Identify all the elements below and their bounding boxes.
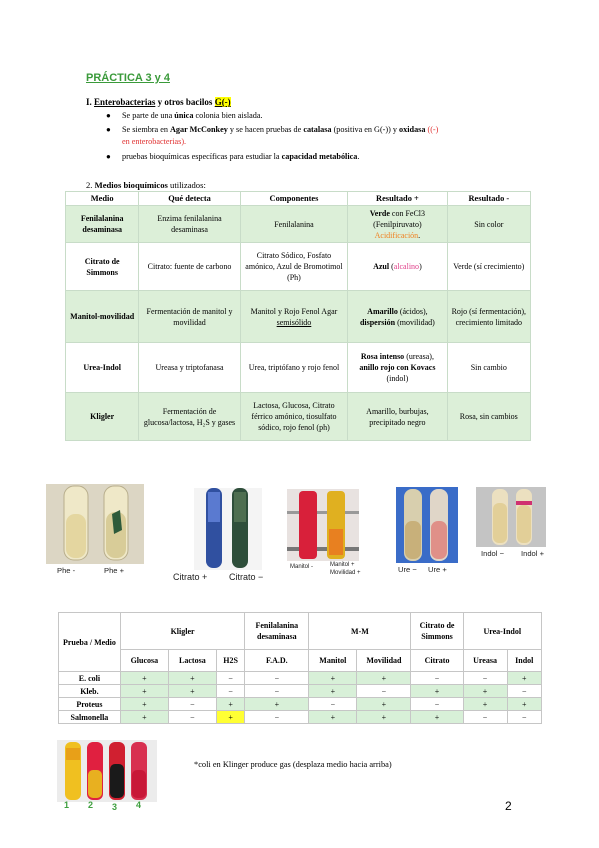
caption-citrato-pos: Citrato +: [173, 572, 208, 582]
result-cell: +: [463, 698, 507, 711]
caption-citrato-neg: Citrato −: [229, 572, 264, 582]
cell-detecta: Citrato: fuente de carbono: [139, 243, 240, 291]
result-cell: −: [245, 685, 309, 698]
cell-resultado-pos: [348, 291, 447, 343]
cell-resultado-neg: Sin cambio: [447, 343, 530, 393]
result-cell: −: [357, 685, 411, 698]
bullet-2-c: y se hacen pruebas de: [227, 125, 304, 134]
cell-componentes: [240, 291, 347, 343]
result-cell: −: [411, 698, 463, 711]
col-medio: Medio: [66, 192, 139, 206]
section1-heading: [86, 97, 231, 107]
results-table: [58, 612, 542, 724]
page-number: 2: [505, 799, 512, 813]
table-row: [66, 393, 531, 441]
result-cell: +: [216, 698, 244, 711]
col-componentes: Componentes: [240, 192, 347, 206]
table-row: [66, 206, 531, 243]
cell-medio: Urea-Indol: [66, 343, 139, 393]
text-indol: (indol): [386, 374, 409, 383]
result-cell: +: [357, 672, 411, 685]
text-verde: Verde: [369, 208, 390, 218]
roman-numeral: I.: [86, 97, 92, 107]
result-cell: +: [245, 698, 309, 711]
cell-resultado-neg: Sin color: [447, 206, 530, 243]
table-row: [66, 291, 531, 343]
cell-resultado-pos: Amarillo, burbujas, precipitado negro: [348, 393, 447, 441]
col-citrato: Citrato de Simmons: [411, 613, 463, 650]
col-h2s: H2S: [216, 650, 244, 672]
organism-name: Proteus: [59, 698, 121, 711]
result-cell: +: [120, 711, 168, 724]
cell-detecta: Enzima fenilalanina desaminasa: [139, 206, 240, 243]
text-amarillo: Amarillo: [367, 306, 398, 316]
col-citrato-short: Citrato: [411, 650, 463, 672]
organism-name: Kleb.: [59, 685, 121, 698]
result-cell: −: [411, 672, 463, 685]
result-cell: −: [168, 698, 216, 711]
result-cell: +: [411, 685, 463, 698]
cell-medio: Fenilalanina desaminasa: [66, 206, 139, 243]
text-paren-close: ): [419, 262, 422, 271]
cell-componentes: Urea, triptófano y rojo fenol: [240, 343, 347, 393]
tube-number-1: 1: [64, 800, 70, 810]
result-cell: +: [168, 685, 216, 698]
text-period: .: [418, 230, 421, 240]
bullet-3: [106, 151, 360, 163]
col-glucosa: Glucosa: [120, 650, 168, 672]
result-cell: +: [309, 711, 357, 724]
caption-indol-pos: Indol +: [521, 549, 545, 558]
results-header-2: [59, 650, 542, 672]
section2-medios: Medios bioquímicos: [94, 180, 168, 190]
table-row: [59, 685, 542, 698]
tube-number-2: 2: [88, 800, 94, 810]
organism-name: Salmonella: [59, 711, 121, 724]
cell-componentes: Fenilalanina: [240, 206, 347, 243]
col-manitol: Manitol: [309, 650, 357, 672]
text-ureasa: (ureasa),: [404, 352, 434, 361]
cell-detecta: Ureasa y triptofanasa: [139, 343, 240, 393]
page-title: PRÁCTICA 3 y 4: [86, 72, 170, 84]
result-cell: −: [216, 685, 244, 698]
organism-name: E. coli: [59, 672, 121, 685]
col-urea-indol: Urea-Indol: [463, 613, 541, 650]
bullet-3-a: pruebas bioquímicas específicas para estudiar la: [122, 152, 282, 161]
section2-rest: utilizados:: [167, 180, 206, 190]
bullet-3-b: capacidad metabólica: [281, 152, 358, 161]
text-alcalino: alcalino: [393, 262, 420, 271]
phe-tubes-photo: [46, 484, 144, 564]
col-lactosa: Lactosa: [168, 650, 216, 672]
enterobacterias-text: Enterobacterias: [94, 97, 156, 107]
result-cell: −: [507, 711, 541, 724]
table-row: [59, 672, 542, 685]
bullet-1-c: colonia bien aislada.: [193, 111, 263, 120]
bullet-1-b: única: [174, 111, 194, 120]
cell-detecta: Fermentación de glucosa/lactosa, H₂S y gases: [139, 393, 240, 441]
bullet-dot-icon: ●: [106, 152, 111, 161]
bullet-dot-icon: ●: [106, 125, 111, 134]
media-table-header: [66, 192, 531, 206]
results-body: [59, 672, 542, 724]
cell-resultado-neg: Rojo (sí fermentación), crecimiento limitado: [447, 291, 530, 343]
bullet-2: [106, 124, 522, 148]
col-movilidad: Movilidad: [357, 650, 411, 672]
otros-bacilos-text: y otros bacilos: [155, 97, 215, 107]
result-cell: +: [309, 685, 357, 698]
col-ureasa: Ureasa: [463, 650, 507, 672]
result-cell: −: [463, 711, 507, 724]
result-cell: −: [216, 672, 244, 685]
text-manitol: Manitol y Rojo Fenol Agar: [250, 306, 338, 316]
bullet-1: [106, 110, 263, 122]
urea-tubes-photo: [396, 487, 458, 563]
result-cell: +: [357, 698, 411, 711]
bullet-2-h: en enterobacterias).: [122, 137, 187, 146]
caption-movilidad-pos: Movilidad +: [330, 570, 361, 576]
result-cell: −: [245, 711, 309, 724]
cell-componentes: Citrato Sódico, Fosfato amónico, Azul de Bromotimol (Ph): [240, 243, 347, 291]
table-row: [59, 711, 542, 724]
table-row: [59, 698, 542, 711]
caption-manitol-neg: Manitol -: [290, 564, 314, 570]
result-cell: −: [507, 685, 541, 698]
bullet-2-f: oxidasa: [399, 125, 426, 134]
caption-ure-neg: Ure −: [398, 565, 417, 574]
text-acidificacion: Acidificación: [374, 230, 419, 240]
text-paren: (: [389, 262, 394, 271]
gram-negative-text: G(-): [214, 97, 231, 107]
cell-resultado-neg: Verde (sí crecimiento): [447, 243, 530, 291]
text-anillo: anillo rojo con Kovacs: [359, 363, 436, 372]
text-semisolido: semisólido: [276, 317, 312, 327]
bullet-2-e: (positiva en G(-)) y: [331, 125, 400, 134]
bullet-3-c: .: [357, 152, 360, 161]
result-cell: +: [216, 711, 244, 724]
result-cell: −: [168, 711, 216, 724]
cell-resultado-pos: [348, 206, 447, 243]
result-cell: −: [245, 672, 309, 685]
caption-indol-neg: Indol −: [481, 549, 505, 558]
cell-medio: Citrato de Simmons: [66, 243, 139, 291]
citrato-tubes-photo: [194, 488, 262, 570]
result-cell: +: [507, 672, 541, 685]
result-cell: +: [120, 698, 168, 711]
text-acidos: (ácidos),: [397, 306, 428, 316]
col-prueba: Prueba / Medio: [59, 613, 121, 672]
indol-tubes-photo: [476, 487, 546, 547]
col-fad-short: F.A.D.: [245, 650, 309, 672]
media-table: [65, 191, 531, 441]
caption-ure-pos: Ure +: [428, 565, 447, 574]
bullet-1-a: Se parte de una: [122, 111, 175, 120]
text-fecl3: con FeCl3 (Fenilpiruvato): [373, 208, 426, 229]
text-azul: Azul: [373, 262, 390, 271]
cell-resultado-pos: [348, 243, 447, 291]
table-row: [66, 243, 531, 291]
manitol-tubes-photo: [287, 489, 359, 561]
col-indol: Indol: [507, 650, 541, 672]
bullet-2-b: Agar McConkey: [169, 125, 228, 134]
tube-number-3: 3: [112, 802, 118, 812]
col-resultado-pos: Resultado +: [348, 192, 447, 206]
result-cell: +: [309, 672, 357, 685]
result-cell: +: [168, 672, 216, 685]
result-cell: +: [120, 685, 168, 698]
result-cell: +: [357, 711, 411, 724]
caption-phe-neg: Phe -: [57, 566, 76, 575]
text-rosa: Rosa intenso: [360, 352, 405, 361]
kligler-note: *coli en Klinger produce gas (desplaza medio hacia arriba): [194, 760, 392, 769]
section2-num: 2.: [86, 180, 95, 190]
caption-manitol-pos: Manitol +: [330, 562, 355, 568]
section2-heading: [86, 180, 206, 190]
result-cell: −: [463, 672, 507, 685]
col-resultado-neg: Resultado -: [447, 192, 530, 206]
table-row: [66, 343, 531, 393]
result-cell: +: [507, 698, 541, 711]
bullet-2-g: ((-): [425, 125, 439, 134]
result-cell: +: [463, 685, 507, 698]
text-movilidad: (movilidad): [395, 317, 435, 327]
cell-resultado-pos: [348, 343, 447, 393]
col-kligler: Kligler: [120, 613, 245, 650]
bullet-2-a: Se siembra en: [122, 125, 170, 134]
text-dispersion: dispersión: [359, 317, 396, 327]
result-cell: +: [120, 672, 168, 685]
cell-medio: Manitol-movilidad: [66, 291, 139, 343]
caption-phe-pos: Phe +: [104, 566, 125, 575]
results-header-1: [59, 613, 542, 650]
col-fad: Fenilalanina desaminasa: [245, 613, 309, 650]
kligler-tubes-photo: [57, 740, 157, 802]
bullet-2-d: catalasa: [303, 125, 332, 134]
cell-detecta: Fermentación de manitol y movilidad: [139, 291, 240, 343]
col-detecta: Qué detecta: [139, 192, 240, 206]
bullet-dot-icon: ●: [106, 111, 111, 120]
cell-medio: Kligler: [66, 393, 139, 441]
col-mm: M-M: [309, 613, 411, 650]
result-cell: −: [309, 698, 357, 711]
cell-resultado-neg: Rosa, sin cambios: [447, 393, 530, 441]
cell-componentes: Lactosa, Glucosa, Citrato férrico amónico, tiosulfato sódico, rojo fenol (ph): [240, 393, 347, 441]
result-cell: +: [411, 711, 463, 724]
tube-number-4: 4: [136, 800, 142, 810]
